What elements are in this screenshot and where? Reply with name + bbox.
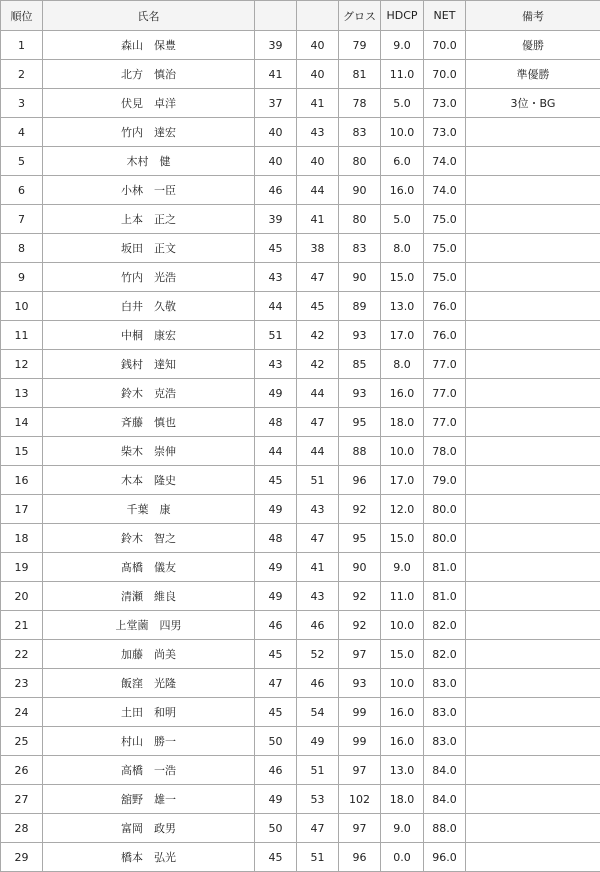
out-cell: 47 <box>255 669 297 698</box>
net-cell: 76.0 <box>424 321 466 350</box>
table-row <box>1 31 600 60</box>
table-row <box>1 495 600 524</box>
gross-cell: 99 <box>339 698 381 727</box>
name-cell: 富岡 政男 <box>43 814 255 843</box>
table-row <box>1 727 600 756</box>
out-cell: 45 <box>255 234 297 263</box>
out-cell: 37 <box>255 89 297 118</box>
out-cell: 43 <box>255 263 297 292</box>
table-row <box>1 321 600 350</box>
hdcp-cell: 5.0 <box>381 205 424 234</box>
hdcp-cell: 15.0 <box>381 524 424 553</box>
header-remarks: 備考 <box>466 1 600 31</box>
out-cell: 40 <box>255 118 297 147</box>
name-cell: 上本 正之 <box>43 205 255 234</box>
rank-cell: 7 <box>1 205 43 234</box>
header-name: 氏名 <box>43 1 255 31</box>
net-cell: 82.0 <box>424 611 466 640</box>
rank-cell: 29 <box>1 843 43 872</box>
rank-cell: 12 <box>1 350 43 379</box>
rank-cell: 14 <box>1 408 43 437</box>
table-row <box>1 263 600 292</box>
gross-cell: 88 <box>339 437 381 466</box>
hdcp-cell: 15.0 <box>381 263 424 292</box>
remarks-cell: 3位・BG <box>466 89 600 118</box>
remarks-cell <box>466 524 600 553</box>
in-cell: 42 <box>297 321 339 350</box>
net-cell: 81.0 <box>424 553 466 582</box>
name-cell: 鈴木 克浩 <box>43 379 255 408</box>
header-row <box>1 1 600 31</box>
net-cell: 74.0 <box>424 176 466 205</box>
out-cell: 46 <box>255 756 297 785</box>
name-cell: 伏見 卓洋 <box>43 89 255 118</box>
gross-cell: 93 <box>339 379 381 408</box>
in-cell: 43 <box>297 582 339 611</box>
hdcp-cell: 12.0 <box>381 495 424 524</box>
rank-cell: 16 <box>1 466 43 495</box>
in-cell: 41 <box>297 205 339 234</box>
remarks-cell <box>466 495 600 524</box>
net-cell: 76.0 <box>424 292 466 321</box>
net-cell: 83.0 <box>424 698 466 727</box>
remarks-cell <box>466 263 600 292</box>
table-row <box>1 118 600 147</box>
out-cell: 48 <box>255 408 297 437</box>
table-row <box>1 205 600 234</box>
out-cell: 44 <box>255 292 297 321</box>
in-cell: 46 <box>297 669 339 698</box>
gross-cell: 95 <box>339 524 381 553</box>
hdcp-cell: 8.0 <box>381 350 424 379</box>
hdcp-cell: 13.0 <box>381 292 424 321</box>
hdcp-cell: 10.0 <box>381 118 424 147</box>
net-cell: 80.0 <box>424 495 466 524</box>
name-cell: 柴木 崇伸 <box>43 437 255 466</box>
rank-cell: 23 <box>1 669 43 698</box>
gross-cell: 96 <box>339 466 381 495</box>
hdcp-cell: 15.0 <box>381 640 424 669</box>
table-row <box>1 756 600 785</box>
name-cell: 北方 慎治 <box>43 60 255 89</box>
hdcp-cell: 16.0 <box>381 379 424 408</box>
gross-cell: 92 <box>339 611 381 640</box>
name-cell: 坂田 正文 <box>43 234 255 263</box>
in-cell: 40 <box>297 31 339 60</box>
gross-cell: 95 <box>339 408 381 437</box>
net-cell: 74.0 <box>424 147 466 176</box>
rank-cell: 1 <box>1 31 43 60</box>
name-cell: 竹内 達宏 <box>43 118 255 147</box>
remarks-cell <box>466 756 600 785</box>
net-cell: 70.0 <box>424 60 466 89</box>
net-cell: 75.0 <box>424 234 466 263</box>
rank-cell: 9 <box>1 263 43 292</box>
net-cell: 78.0 <box>424 437 466 466</box>
table-row <box>1 611 600 640</box>
in-cell: 40 <box>297 147 339 176</box>
out-cell: 45 <box>255 466 297 495</box>
table-row <box>1 89 600 118</box>
hdcp-cell: 0.0 <box>381 843 424 872</box>
in-cell: 46 <box>297 611 339 640</box>
table-row <box>1 292 600 321</box>
table-row <box>1 669 600 698</box>
in-cell: 47 <box>297 524 339 553</box>
gross-cell: 79 <box>339 31 381 60</box>
out-cell: 51 <box>255 321 297 350</box>
out-cell: 39 <box>255 31 297 60</box>
table-row <box>1 814 600 843</box>
name-cell: 白井 久敬 <box>43 292 255 321</box>
name-cell: 加藤 尚美 <box>43 640 255 669</box>
in-cell: 42 <box>297 350 339 379</box>
table-row <box>1 176 600 205</box>
name-cell: 鈴木 智之 <box>43 524 255 553</box>
rank-cell: 22 <box>1 640 43 669</box>
in-cell: 49 <box>297 727 339 756</box>
header-out <box>255 1 297 31</box>
remarks-cell <box>466 611 600 640</box>
net-cell: 70.0 <box>424 31 466 60</box>
remarks-cell <box>466 321 600 350</box>
out-cell: 41 <box>255 60 297 89</box>
gross-cell: 85 <box>339 350 381 379</box>
header-rank: 順位 <box>1 1 43 31</box>
hdcp-cell: 6.0 <box>381 147 424 176</box>
rank-cell: 28 <box>1 814 43 843</box>
net-cell: 80.0 <box>424 524 466 553</box>
remarks-cell <box>466 118 600 147</box>
rank-cell: 8 <box>1 234 43 263</box>
table-row <box>1 379 600 408</box>
rank-cell: 24 <box>1 698 43 727</box>
net-cell: 73.0 <box>424 89 466 118</box>
hdcp-cell: 9.0 <box>381 553 424 582</box>
out-cell: 39 <box>255 205 297 234</box>
rank-cell: 3 <box>1 89 43 118</box>
gross-cell: 81 <box>339 60 381 89</box>
hdcp-cell: 18.0 <box>381 408 424 437</box>
out-cell: 43 <box>255 350 297 379</box>
rank-cell: 15 <box>1 437 43 466</box>
rank-cell: 18 <box>1 524 43 553</box>
remarks-cell <box>466 727 600 756</box>
gross-cell: 97 <box>339 756 381 785</box>
name-cell: 木村 健 <box>43 147 255 176</box>
out-cell: 50 <box>255 727 297 756</box>
hdcp-cell: 13.0 <box>381 756 424 785</box>
net-cell: 75.0 <box>424 263 466 292</box>
out-cell: 45 <box>255 698 297 727</box>
rank-cell: 5 <box>1 147 43 176</box>
rank-cell: 6 <box>1 176 43 205</box>
gross-cell: 83 <box>339 234 381 263</box>
out-cell: 49 <box>255 379 297 408</box>
gross-cell: 90 <box>339 176 381 205</box>
out-cell: 48 <box>255 524 297 553</box>
table-row <box>1 843 600 872</box>
remarks-cell <box>466 205 600 234</box>
name-cell: 髙橋 儀友 <box>43 553 255 582</box>
out-cell: 40 <box>255 147 297 176</box>
name-cell: 千葉 康 <box>43 495 255 524</box>
remarks-cell: 優勝 <box>466 31 600 60</box>
rank-cell: 17 <box>1 495 43 524</box>
gross-cell: 92 <box>339 495 381 524</box>
out-cell: 45 <box>255 640 297 669</box>
name-cell: 高橋 一浩 <box>43 756 255 785</box>
remarks-cell <box>466 437 600 466</box>
hdcp-cell: 5.0 <box>381 89 424 118</box>
net-cell: 82.0 <box>424 640 466 669</box>
out-cell: 49 <box>255 495 297 524</box>
header-hdcp: HDCP <box>381 1 424 31</box>
name-cell: 土田 和明 <box>43 698 255 727</box>
rank-cell: 21 <box>1 611 43 640</box>
out-cell: 49 <box>255 582 297 611</box>
out-cell: 49 <box>255 553 297 582</box>
header-net: NET <box>424 1 466 31</box>
in-cell: 38 <box>297 234 339 263</box>
in-cell: 43 <box>297 495 339 524</box>
hdcp-cell: 17.0 <box>381 466 424 495</box>
remarks-cell <box>466 292 600 321</box>
in-cell: 41 <box>297 89 339 118</box>
gross-cell: 96 <box>339 843 381 872</box>
name-cell: 舘野 雄一 <box>43 785 255 814</box>
out-cell: 49 <box>255 785 297 814</box>
remarks-cell <box>466 785 600 814</box>
net-cell: 96.0 <box>424 843 466 872</box>
name-cell: 木本 隆史 <box>43 466 255 495</box>
hdcp-cell: 10.0 <box>381 669 424 698</box>
name-cell: 銭村 達知 <box>43 350 255 379</box>
name-cell: 竹内 光浩 <box>43 263 255 292</box>
remarks-cell <box>466 669 600 698</box>
results-body <box>1 31 600 872</box>
hdcp-cell: 9.0 <box>381 814 424 843</box>
remarks-cell <box>466 176 600 205</box>
header-gross: グロス <box>339 1 381 31</box>
remarks-cell <box>466 466 600 495</box>
in-cell: 40 <box>297 60 339 89</box>
out-cell: 44 <box>255 437 297 466</box>
gross-cell: 93 <box>339 669 381 698</box>
remarks-cell <box>466 814 600 843</box>
remarks-cell <box>466 582 600 611</box>
in-cell: 52 <box>297 640 339 669</box>
table-row <box>1 524 600 553</box>
rank-cell: 27 <box>1 785 43 814</box>
gross-cell: 93 <box>339 321 381 350</box>
gross-cell: 80 <box>339 205 381 234</box>
in-cell: 44 <box>297 176 339 205</box>
gross-cell: 80 <box>339 147 381 176</box>
table-row <box>1 640 600 669</box>
net-cell: 77.0 <box>424 379 466 408</box>
table-row <box>1 437 600 466</box>
net-cell: 79.0 <box>424 466 466 495</box>
table-row <box>1 60 600 89</box>
in-cell: 51 <box>297 466 339 495</box>
name-cell: 上堂薗 四男 <box>43 611 255 640</box>
in-cell: 43 <box>297 118 339 147</box>
in-cell: 45 <box>297 292 339 321</box>
in-cell: 44 <box>297 379 339 408</box>
table-row <box>1 582 600 611</box>
out-cell: 50 <box>255 814 297 843</box>
remarks-cell <box>466 350 600 379</box>
table-row <box>1 234 600 263</box>
remarks-cell <box>466 379 600 408</box>
gross-cell: 97 <box>339 814 381 843</box>
in-cell: 53 <box>297 785 339 814</box>
net-cell: 88.0 <box>424 814 466 843</box>
out-cell: 46 <box>255 611 297 640</box>
gross-cell: 83 <box>339 118 381 147</box>
rank-cell: 11 <box>1 321 43 350</box>
hdcp-cell: 10.0 <box>381 611 424 640</box>
rank-cell: 13 <box>1 379 43 408</box>
in-cell: 44 <box>297 437 339 466</box>
table-row <box>1 698 600 727</box>
in-cell: 41 <box>297 553 339 582</box>
out-cell: 46 <box>255 176 297 205</box>
hdcp-cell: 16.0 <box>381 176 424 205</box>
in-cell: 51 <box>297 843 339 872</box>
hdcp-cell: 17.0 <box>381 321 424 350</box>
net-cell: 83.0 <box>424 669 466 698</box>
gross-cell: 102 <box>339 785 381 814</box>
hdcp-cell: 11.0 <box>381 582 424 611</box>
gross-cell: 99 <box>339 727 381 756</box>
rank-cell: 26 <box>1 756 43 785</box>
in-cell: 47 <box>297 263 339 292</box>
name-cell: 清瀬 維良 <box>43 582 255 611</box>
out-cell: 45 <box>255 843 297 872</box>
name-cell: 村山 勝一 <box>43 727 255 756</box>
name-cell: 森山 保豊 <box>43 31 255 60</box>
net-cell: 81.0 <box>424 582 466 611</box>
table-row <box>1 408 600 437</box>
remarks-cell <box>466 147 600 176</box>
remarks-cell <box>466 843 600 872</box>
table-row <box>1 553 600 582</box>
hdcp-cell: 16.0 <box>381 698 424 727</box>
table-row <box>1 466 600 495</box>
rank-cell: 2 <box>1 60 43 89</box>
net-cell: 83.0 <box>424 727 466 756</box>
remarks-cell <box>466 408 600 437</box>
header-in <box>297 1 339 31</box>
net-cell: 84.0 <box>424 756 466 785</box>
name-cell: 中桐 康宏 <box>43 321 255 350</box>
net-cell: 77.0 <box>424 350 466 379</box>
remarks-cell: 準優勝 <box>466 60 600 89</box>
gross-cell: 92 <box>339 582 381 611</box>
remarks-cell <box>466 698 600 727</box>
rank-cell: 25 <box>1 727 43 756</box>
rank-cell: 19 <box>1 553 43 582</box>
hdcp-cell: 16.0 <box>381 727 424 756</box>
net-cell: 75.0 <box>424 205 466 234</box>
gross-cell: 90 <box>339 263 381 292</box>
hdcp-cell: 18.0 <box>381 785 424 814</box>
table-row <box>1 350 600 379</box>
table-row <box>1 785 600 814</box>
gross-cell: 78 <box>339 89 381 118</box>
in-cell: 47 <box>297 408 339 437</box>
net-cell: 73.0 <box>424 118 466 147</box>
in-cell: 47 <box>297 814 339 843</box>
remarks-cell <box>466 234 600 263</box>
in-cell: 54 <box>297 698 339 727</box>
table-row <box>1 147 600 176</box>
name-cell: 小林 一臣 <box>43 176 255 205</box>
rank-cell: 10 <box>1 292 43 321</box>
gross-cell: 97 <box>339 640 381 669</box>
hdcp-cell: 9.0 <box>381 31 424 60</box>
name-cell: 橋本 弘光 <box>43 843 255 872</box>
remarks-cell <box>466 553 600 582</box>
name-cell: 飯窪 光隆 <box>43 669 255 698</box>
rank-cell: 20 <box>1 582 43 611</box>
net-cell: 84.0 <box>424 785 466 814</box>
hdcp-cell: 8.0 <box>381 234 424 263</box>
name-cell: 斉藤 慎也 <box>43 408 255 437</box>
remarks-cell <box>466 640 600 669</box>
net-cell: 77.0 <box>424 408 466 437</box>
rank-cell: 4 <box>1 118 43 147</box>
hdcp-cell: 11.0 <box>381 60 424 89</box>
gross-cell: 90 <box>339 553 381 582</box>
in-cell: 51 <box>297 756 339 785</box>
hdcp-cell: 10.0 <box>381 437 424 466</box>
gross-cell: 89 <box>339 292 381 321</box>
